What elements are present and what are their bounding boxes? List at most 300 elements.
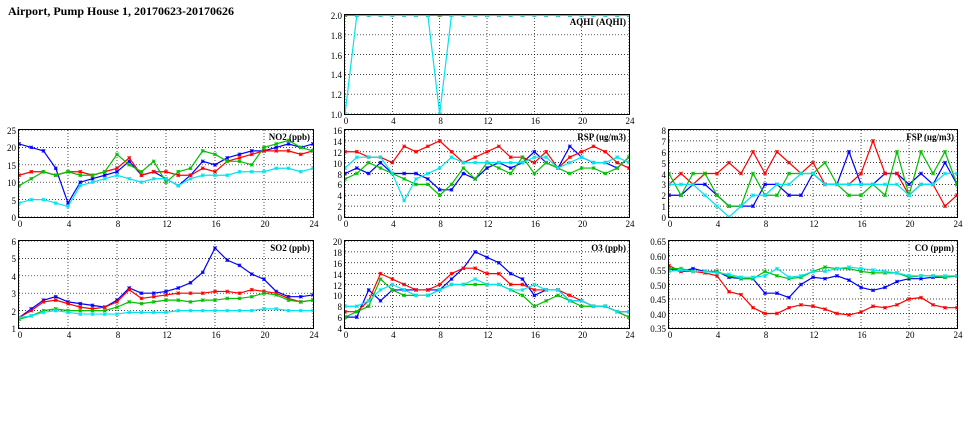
series-marker [931, 183, 934, 186]
series-marker [497, 166, 500, 169]
series-marker [568, 299, 571, 302]
series-marker [402, 177, 405, 180]
series-marker [823, 307, 826, 310]
y-tick-label: 10 [333, 291, 342, 302]
series-marker [669, 183, 671, 186]
y-tick-label: 0.60 [650, 251, 666, 262]
series-marker [943, 274, 946, 277]
y-tick-label: 12 [333, 147, 342, 158]
series-marker [311, 298, 313, 301]
series-marker [128, 311, 131, 314]
series-marker [103, 174, 106, 177]
series-marker [66, 170, 69, 173]
series-marker [521, 161, 524, 164]
series-marker [355, 166, 358, 169]
x-tick-label: 12 [809, 219, 819, 229]
series-marker [627, 161, 629, 164]
series-marker [883, 286, 886, 289]
series-marker [823, 270, 826, 273]
series-marker [54, 174, 57, 177]
y-tick-label: 1.2 [330, 90, 342, 101]
series-marker [544, 299, 547, 302]
series-marker [66, 302, 69, 305]
series-marker [485, 272, 488, 275]
series-marker [213, 309, 216, 312]
series-marker [213, 298, 216, 301]
y-tick-label: 6 [337, 180, 342, 191]
series-marker [287, 167, 290, 170]
x-tick-label: 12 [483, 330, 493, 340]
series-marker [311, 149, 313, 152]
series-marker [462, 15, 465, 17]
plot-title-rsp: RSP (ug/m3) [577, 132, 626, 142]
series-marker [895, 150, 898, 153]
series-marker [238, 160, 241, 163]
series-marker [450, 188, 453, 191]
chart-panel-co [650, 237, 963, 340]
series-marker [485, 256, 488, 259]
series-marker [615, 161, 618, 164]
x-tick-label: 8 [763, 330, 769, 340]
plot-area-fsp [661, 126, 963, 229]
series-marker [438, 139, 441, 142]
series-marker [19, 174, 21, 177]
series-marker [402, 172, 405, 175]
series-marker [152, 295, 155, 298]
series-marker [763, 274, 766, 277]
x-tick-label: 8 [115, 330, 121, 340]
series-marker [509, 161, 512, 164]
series-marker [355, 310, 358, 313]
y-tick-label: 8 [337, 302, 342, 313]
x-tick-label: 4 [66, 330, 72, 340]
series-marker [30, 309, 33, 312]
series-marker [533, 172, 536, 175]
series-marker [402, 294, 405, 297]
y-tick-label: 0.65 [650, 237, 666, 247]
plot-title-no2: NO2 (ppb) [268, 132, 310, 142]
series-marker [42, 311, 45, 314]
series-marker [568, 172, 571, 175]
y-tick-label: 20 [7, 143, 16, 154]
series-marker [103, 177, 106, 180]
y-tick-label: 1.8 [330, 30, 342, 41]
y-tick-label: 2 [11, 306, 16, 317]
series-marker [367, 161, 370, 164]
series-marker [42, 198, 45, 201]
series-marker [250, 272, 253, 275]
series-marker [485, 161, 488, 164]
series-marker [450, 272, 453, 275]
series-marker [727, 290, 730, 293]
series-marker [799, 303, 802, 306]
series-marker [521, 283, 524, 286]
y-tick-label: 0.45 [650, 295, 666, 305]
plot-area-no2 [7, 126, 319, 229]
x-tick-label: 4 [66, 219, 72, 229]
series-marker [213, 153, 216, 156]
y-tick-label: 20 [333, 237, 342, 247]
y-tick-label: 12 [333, 280, 342, 291]
x-tick-label: 16 [530, 116, 540, 126]
series-marker [414, 294, 417, 297]
series-marker [250, 309, 253, 312]
series-marker [715, 194, 718, 197]
series-marker [450, 150, 453, 153]
series-marker [128, 177, 131, 180]
series-marker [91, 309, 94, 312]
series-marker [345, 112, 347, 114]
series-marker [473, 266, 476, 269]
x-tick-label: 16 [857, 330, 867, 340]
y-tick-label: 6 [337, 313, 342, 324]
series-marker [497, 15, 500, 17]
series-marker [787, 183, 790, 186]
series-marker [345, 305, 347, 308]
series-marker [152, 170, 155, 173]
series-marker [262, 307, 265, 310]
series-marker [238, 170, 241, 173]
y-tick-label: 1 [11, 324, 16, 334]
series-marker [402, 283, 405, 286]
series-marker [544, 288, 547, 291]
series-marker [189, 309, 192, 312]
y-tick-label: 4 [337, 324, 342, 334]
series-marker [727, 161, 730, 164]
series-marker [345, 172, 347, 175]
series-marker [473, 155, 476, 158]
series-marker [739, 172, 742, 175]
y-tick-label: 15 [7, 160, 16, 171]
y-tick-label: 0.55 [650, 266, 666, 276]
series-marker [355, 172, 358, 175]
plot-title-co: CO (ppm) [914, 243, 954, 253]
series-marker [450, 155, 453, 158]
series-marker [438, 283, 441, 286]
series-marker [715, 172, 718, 175]
y-tick-label: 10 [333, 158, 342, 169]
series-marker [115, 170, 118, 173]
series-marker [883, 183, 886, 186]
series-marker [739, 204, 742, 207]
series-marker [19, 142, 21, 145]
series-line-day3 [19, 293, 313, 319]
series-marker [189, 300, 192, 303]
x-tick-label: 12 [483, 219, 493, 229]
plot-canvas-rsp [345, 130, 629, 217]
series-marker [379, 299, 382, 302]
series-marker [883, 270, 886, 273]
series-marker [871, 305, 874, 308]
series-marker [299, 300, 302, 303]
series-marker [811, 270, 814, 273]
series-marker [799, 194, 802, 197]
series-marker [751, 204, 754, 207]
series-marker [345, 177, 347, 180]
series-marker [79, 302, 82, 305]
series-marker [462, 172, 465, 175]
series-marker [30, 146, 33, 149]
series-marker [402, 288, 405, 291]
series-marker [751, 172, 754, 175]
series-marker [213, 170, 216, 173]
series-marker [859, 194, 862, 197]
series-marker [847, 313, 850, 316]
series-marker [604, 150, 607, 153]
series-marker [238, 264, 241, 267]
series-marker [787, 276, 790, 279]
y-tick-label: 0 [11, 213, 16, 223]
series-marker [450, 15, 453, 17]
plot-canvas-co [669, 241, 957, 328]
series-marker [627, 315, 629, 318]
x-tick-label: 8 [438, 219, 443, 229]
series-marker [79, 170, 82, 173]
series-marker [367, 172, 370, 175]
series-marker [847, 194, 850, 197]
series-marker [152, 311, 155, 314]
series-marker [262, 170, 265, 173]
x-tick-label: 4 [391, 116, 396, 126]
series-marker [943, 150, 946, 153]
plot-canvas-no2 [19, 130, 313, 217]
series-marker [763, 183, 766, 186]
series-marker [521, 277, 524, 280]
y-tick-label: 4 [337, 191, 342, 202]
y-tick-label: 0 [337, 213, 342, 223]
series-marker [30, 314, 33, 317]
y-tick-label: 1.0 [330, 110, 342, 120]
series-marker [604, 161, 607, 164]
series-marker [299, 153, 302, 156]
series-marker [54, 298, 57, 301]
series-marker [355, 305, 358, 308]
series-marker [871, 289, 874, 292]
series-marker [691, 183, 694, 186]
series-marker [775, 312, 778, 315]
series-marker [115, 312, 118, 315]
series-marker [533, 294, 536, 297]
series-marker [835, 312, 838, 315]
series-marker [140, 292, 143, 295]
plot-title-o3: O3 (ppb) [591, 243, 626, 253]
x-tick-label: 24 [953, 330, 963, 340]
x-tick-label: 20 [578, 116, 588, 126]
series-marker [907, 274, 910, 277]
series-marker [497, 272, 500, 275]
series-marker [883, 172, 886, 175]
x-tick-label: 0 [17, 219, 23, 229]
series-marker [823, 277, 826, 280]
series-marker [485, 150, 488, 153]
series-marker [473, 161, 476, 164]
series-marker [615, 155, 618, 158]
series-marker [556, 15, 559, 17]
series-marker [669, 270, 671, 273]
series-marker [521, 15, 524, 17]
series-marker [859, 172, 862, 175]
series-marker [238, 153, 241, 156]
series-marker [739, 276, 742, 279]
series-marker [426, 288, 429, 291]
series-marker [189, 174, 192, 177]
series-marker [473, 277, 476, 280]
series-marker [152, 292, 155, 295]
series-marker [152, 160, 155, 163]
series-marker [895, 271, 898, 274]
series-marker [871, 183, 874, 186]
series-marker [426, 172, 429, 175]
x-tick-label: 20 [260, 219, 270, 229]
series-marker [739, 293, 742, 296]
series-marker [775, 194, 778, 197]
x-tick-label: 4 [715, 219, 721, 229]
plot-title-so2: SO2 (ppb) [270, 243, 310, 253]
series-marker [462, 166, 465, 169]
series-marker [367, 15, 370, 17]
series-marker [103, 309, 106, 312]
series-marker [391, 283, 394, 286]
series-marker [79, 305, 82, 308]
series-marker [497, 283, 500, 286]
series-marker [414, 172, 417, 175]
series-marker [164, 293, 167, 296]
series-marker [42, 170, 45, 173]
series-marker [311, 167, 313, 170]
series-marker [450, 283, 453, 286]
x-tick-label: 0 [17, 330, 23, 340]
series-marker [931, 274, 934, 277]
y-tick-label: 8 [337, 169, 342, 180]
series-marker [775, 292, 778, 295]
plot-canvas-fsp [669, 130, 957, 217]
series-marker [592, 145, 595, 148]
series-marker [164, 298, 167, 301]
x-tick-label: 12 [162, 330, 172, 340]
series-marker [250, 295, 253, 298]
series-marker [115, 300, 118, 303]
series-marker [847, 265, 850, 268]
y-tick-label: 0 [661, 213, 666, 223]
x-tick-label: 12 [162, 219, 172, 229]
series-marker [775, 183, 778, 186]
series-marker [627, 310, 629, 313]
y-tick-label: 2 [337, 202, 342, 213]
series-marker [391, 277, 394, 280]
series-marker [556, 166, 559, 169]
series-marker [895, 183, 898, 186]
series-marker [727, 215, 730, 217]
series-marker [627, 166, 629, 169]
series-marker [355, 150, 358, 153]
series-marker [509, 283, 512, 286]
series-marker [379, 15, 382, 17]
plot-area-o3 [333, 237, 635, 340]
chart-panel-so2 [11, 237, 319, 340]
series-marker [847, 183, 850, 186]
series-marker [919, 150, 922, 153]
series-marker [787, 161, 790, 164]
series-marker [213, 290, 216, 293]
series-marker [213, 246, 216, 249]
series-marker [345, 166, 347, 169]
series-marker [262, 146, 265, 149]
series-marker [715, 271, 718, 274]
series-marker [30, 177, 33, 180]
series-marker [189, 177, 192, 180]
series-marker [859, 310, 862, 313]
series-marker [311, 142, 313, 145]
series-marker [835, 183, 838, 186]
y-tick-label: 14 [333, 269, 342, 280]
series-marker [871, 139, 874, 142]
x-tick-label: 8 [115, 219, 121, 229]
x-tick-label: 0 [343, 219, 349, 229]
series-marker [715, 204, 718, 207]
series-marker [907, 194, 910, 197]
x-tick-label: 4 [391, 330, 396, 340]
series-marker [568, 155, 571, 158]
series-marker [414, 177, 417, 180]
series-marker [509, 166, 512, 169]
series-marker [54, 167, 57, 170]
series-marker [177, 309, 180, 312]
series-marker [568, 294, 571, 297]
x-tick-label: 24 [625, 219, 635, 229]
x-tick-label: 12 [809, 330, 819, 340]
series-marker [379, 166, 382, 169]
chart-panel-fsp [661, 126, 963, 229]
series-marker [226, 160, 229, 163]
y-tick-label: 25 [7, 126, 16, 136]
chart-panel-rsp [333, 126, 635, 229]
plot-area-so2 [11, 237, 319, 340]
series-marker [275, 146, 278, 149]
series-marker [763, 312, 766, 315]
series-marker [275, 167, 278, 170]
series-marker [847, 278, 850, 281]
series-marker [703, 172, 706, 175]
series-marker [943, 306, 946, 309]
series-marker [473, 177, 476, 180]
series-marker [128, 300, 131, 303]
series-marker [91, 312, 94, 315]
series-marker [299, 170, 302, 173]
series-marker [592, 305, 595, 308]
series-marker [103, 305, 106, 308]
series-marker [473, 15, 476, 17]
series-marker [627, 15, 629, 17]
series-marker [823, 183, 826, 186]
series-marker [402, 145, 405, 148]
series-marker [799, 283, 802, 286]
series-marker [226, 297, 229, 300]
gridlines [345, 130, 629, 217]
y-tick-label: 18 [333, 247, 342, 258]
x-tick-label: 4 [391, 219, 396, 229]
series-marker [835, 267, 838, 270]
y-tick-label: 0.35 [650, 324, 666, 334]
series-marker [835, 274, 838, 277]
series-marker [19, 201, 21, 204]
y-tick-label: 3 [661, 180, 666, 191]
series-marker [213, 174, 216, 177]
series-marker [402, 199, 405, 202]
series-marker [811, 161, 814, 164]
series-marker [811, 276, 814, 279]
series-marker [164, 290, 167, 293]
x-tick-label: 24 [309, 330, 319, 340]
